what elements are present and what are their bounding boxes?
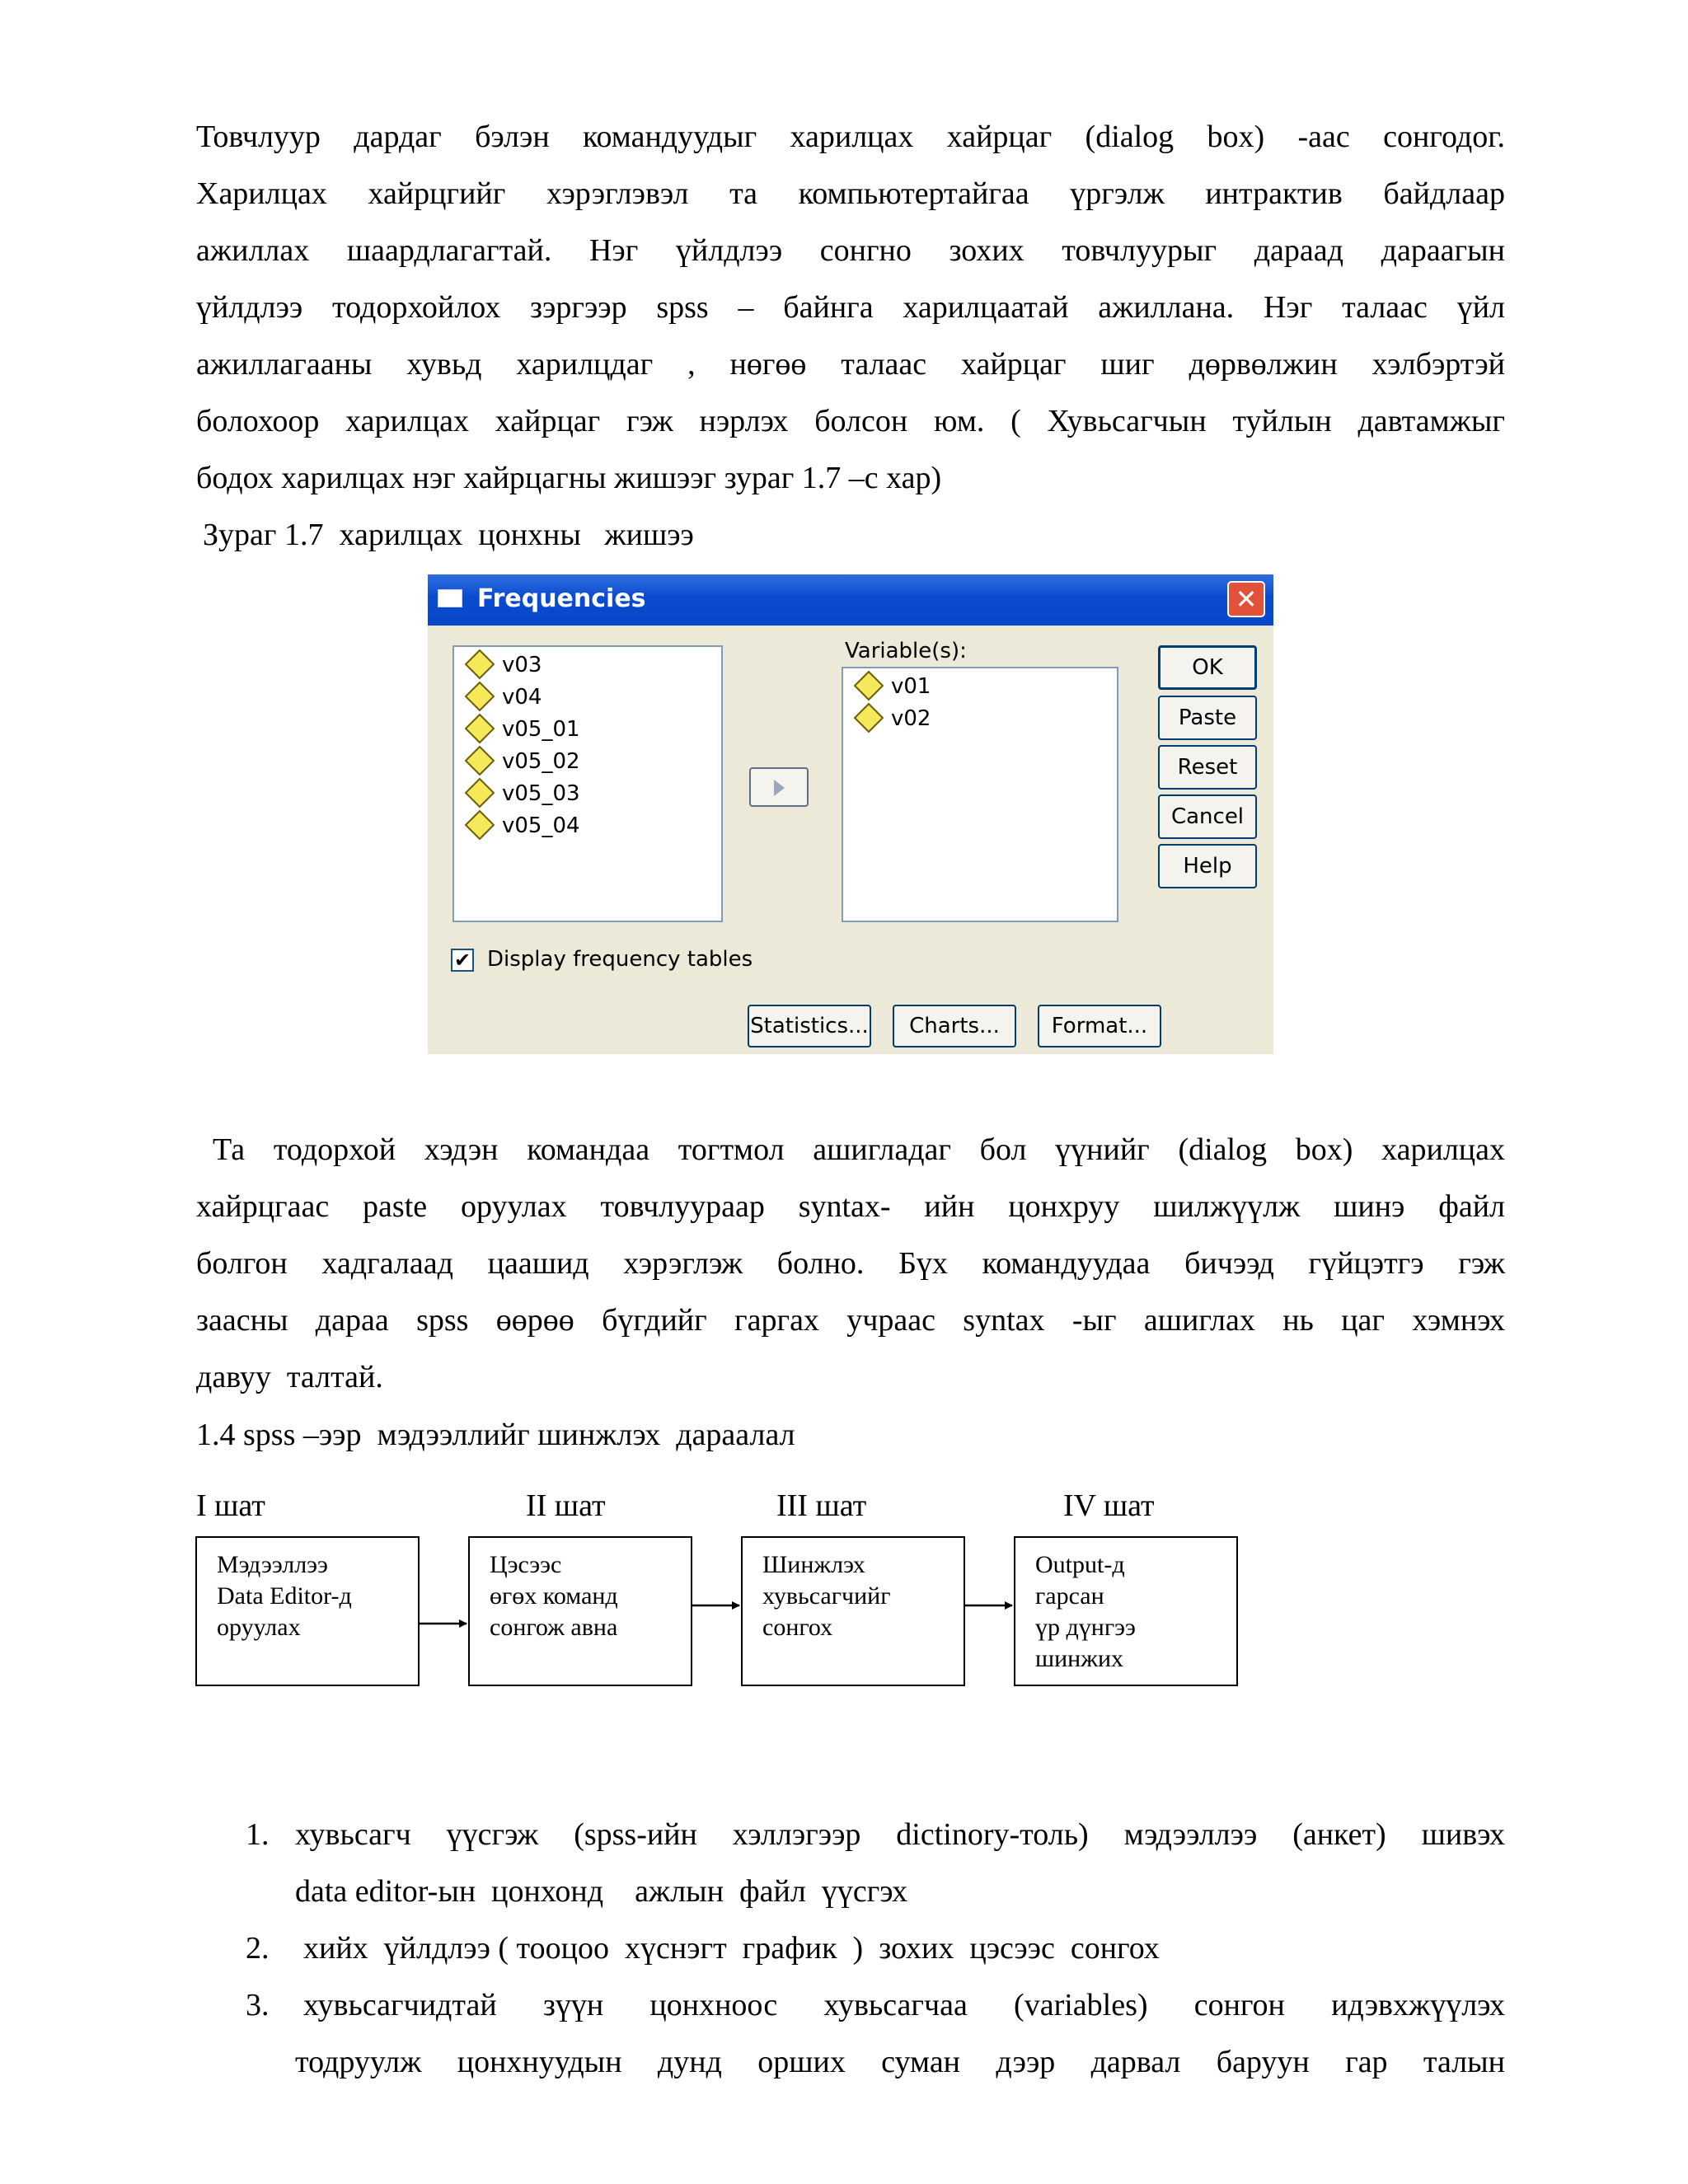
flow-box-text: сонгох [762,1614,833,1641]
variable-name: v05_02 [502,749,580,774]
text-line: Харилцах хайрцгийг хэрэглэвэл та компьютертайгаа үргэлж интрактив байдлаар [196,176,1505,211]
charts-button[interactable]: Charts... [893,1005,1016,1047]
cancel-button[interactable]: Cancel [1158,794,1257,839]
flow-box-text: сонгож авна [490,1614,618,1641]
dialog-title: Frequencies [477,584,646,613]
text-line: хайрцгаас paste оруулах товчлуураар syntax- ийн цонхруу шилжүүлж шинэ файл [196,1189,1505,1224]
step-label: IV шат [1063,1488,1155,1523]
text-line: бодох харилцах нэг хайрцагны жишээг зураг 1.7 –с хар) [196,461,942,495]
ok-button[interactable]: OK [1158,645,1257,690]
flow-box-text: Цэсээс [490,1551,562,1578]
list-number: 3. [246,1988,270,2022]
list-item-text: хувьсагчидтай зүүн цонхноос хувьсагчаа (variables) сонгон идэвхжүүлэх [303,1988,1505,2022]
reset-button[interactable]: Reset [1158,745,1257,790]
step-label: III шат [776,1488,867,1523]
flow-box-text: Мэдээллээ [217,1551,328,1578]
statistics-button[interactable]: Statistics... [748,1005,871,1047]
text-line: давуу талтай. [196,1360,383,1394]
list-item-text: тодруулж цонхнуудын дунд орших суман дээр дарвал баруун гар талын [295,2045,1505,2079]
paste-button[interactable]: Paste [1158,696,1257,740]
list-item-text: хийх үйлдлээ ( тооцоо хүснэгт график ) зохих цэсээс сонгох [303,1931,1160,1966]
flow-box-text: өгөх команд [490,1582,618,1610]
variable-name: v05_03 [502,781,580,806]
variable-name: v02 [891,706,931,731]
display-frequency-tables-checkbox[interactable]: ✔ [451,949,474,972]
text-line: ажиллагааны хувьд харилцдаг , нөгөө талаас хайрцаг шиг дөрвөлжин хэлбэртэй [196,347,1505,382]
text-line: заасны дараа spss өөрөө бүгдийг гаргах учраас syntax -ыг ашиглах нь цаг хэмнэх [196,1303,1505,1338]
text-line: үйлдлээ тодорхойлох зэргээр spss – байнга харилцаатай ажиллана. Нэг талаас үйл [196,290,1505,325]
list-item-text: хувьсагч үүсгэж (spss-ийн хэллэгээр dictinory-толь) мэдээллээ (анкет) шивэх [295,1817,1505,1852]
checkbox-label: Display frequency tables [487,947,753,972]
section-heading: 1.4 spss –ээр мэдээллийг шинжлэх дараалал [196,1418,795,1452]
text-line: Та тодорхой хэдэн командаа тогтмол ашигладаг бол үүнийг (dialog box) харилцах [213,1132,1505,1167]
variable-name: v03 [502,653,542,677]
flow-box-text: гарсан [1035,1582,1104,1610]
variable-name: v01 [891,674,931,699]
flow-box-text: Output-д [1035,1551,1125,1578]
variables-label: Variable(s): [845,639,967,663]
flow-box-text: хувьсагчийг [762,1582,891,1610]
variable-name: v04 [502,685,542,710]
flow-box-text: шинжих [1035,1645,1123,1672]
flow-box-text: оруулах [217,1614,301,1641]
step-label: I шат [196,1488,265,1523]
text-line: болгон хадгалаад цаашид хэрэглэж болно. Бүх командуудаа бичээд гүйцэтгэ гэж [196,1246,1505,1281]
list-number: 1. [246,1817,270,1852]
step-label: II шат [526,1488,606,1523]
figure-caption: Зураг 1.7 харилцах цонхны жишээ [203,518,694,552]
text-line: Товчлуур дардаг бэлэн командуудыг харилцах хайрцаг (dialog box) -аас сонгодог. [196,120,1505,154]
close-icon[interactable]: ✕ [1227,581,1265,617]
flow-box-text: үр дүнгээ [1035,1614,1136,1641]
list-item-text: data editor-ын цонхонд ажлын файл үүсгэх [295,1874,908,1909]
variable-name: v05_01 [502,717,580,742]
help-button[interactable]: Help [1158,844,1257,888]
text-line: ажиллах шаардлагагтай. Нэг үйлдлээ сонгно зохих товчлуурыг дараад дараагын [196,233,1505,268]
list-number: 2. [246,1931,270,1966]
text-line: болохоор харилцах хайрцаг гэж нэрлэх болсон юм. ( Хувьсагчын туйлын давтамжыг [196,404,1505,438]
flow-box-text: Шинжлэх [762,1551,865,1578]
flow-box-text: Data Editor-д [217,1582,352,1610]
format-button[interactable]: Format... [1038,1005,1161,1047]
variable-name: v05_04 [502,813,580,838]
